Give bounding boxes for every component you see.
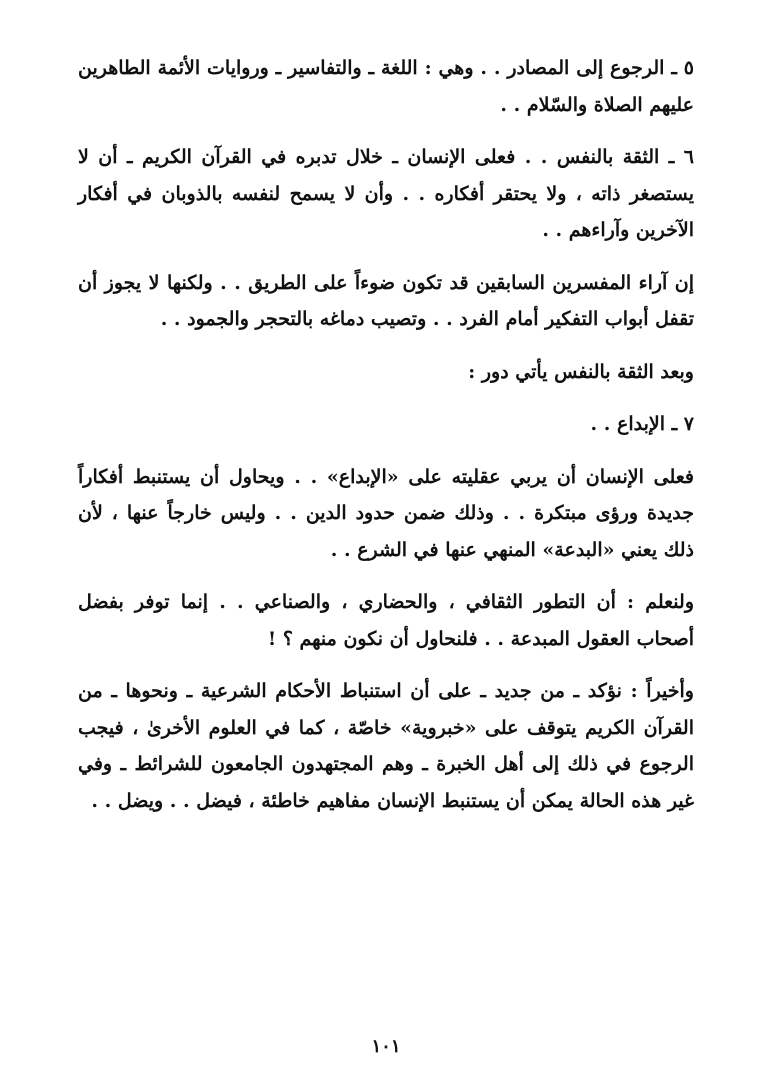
paragraph-progress: ولنعلم : أن التطور الثقافي ، والحضاري ، والصناعي . . إنما توفر بفضل أصحاب العقول المبدعة . . فلنحاول أن نكون منهم ؟ ! [78,591,694,650]
paragraph-prior-interpreters: إن آراء المفسرين السابقين قد تكون ضوءاً على الطريق . . ولكنها لا يجوز أن تقفل أبواب التفكير أمام الفرد . . وتصيب دماغه بالتحجر والجمود . . [78,271,694,330]
paragraph-sources: ٥ ـ الرجوع إلى المصادر . . وهي : اللغة ـ والتفاسير ـ وروايات الأئمة الطاهرين عليهم الصلاة والسّلام . . [78,57,694,116]
page-number: ١٠١ [371,1036,401,1057]
page-body [78,50,694,819]
paragraph-transition: وبعد الثقة بالنفس يأتي دور : [468,360,694,383]
paragraph-self-confidence: ٦ ـ الثقة بالنفس . . فعلى الإنسان ـ خلال تدبره في القرآن الكريم ـ أن لا يستصغر ذاته ، ولا يحتقر أفكاره . . وأن لا يسمح لنفسه بالذوبان في أفكار الآخرين وآراءهم . . [78,146,694,241]
paragraph-conclusion: وأخيراً : نؤكد ـ من جديد ـ على أن استنباط الأحكام الشرعية ـ ونحوها ـ من القرآن الكريم يتوقف على «خبروية» خاصّة ، كما في العلوم الأخرىٰ ، فيجب الرجوع في ذلك إلى أهل الخبرة ـ وهم المجتهدون الجامعون للشرائط ـ وفي غير هذه الحالة يمكن أن يستنبط الإنسان مفاهيم خاطئة ، فيضل . . ويضل . . [78,680,694,812]
paragraph-creativity: فعلى الإنسان أن يربي عقليته على «الإبداع» . . ويحاول أن يستنبط أفكاراً جديدة ورؤى مبتكرة . . وذلك ضمن حدود الدين . . وليس خارجاً عنها ، لأن ذلك يعني «البدعة» المنهي عنها في الشرع . . [78,465,694,561]
heading-creativity: ٧ ـ الإبداع . . [590,413,694,435]
